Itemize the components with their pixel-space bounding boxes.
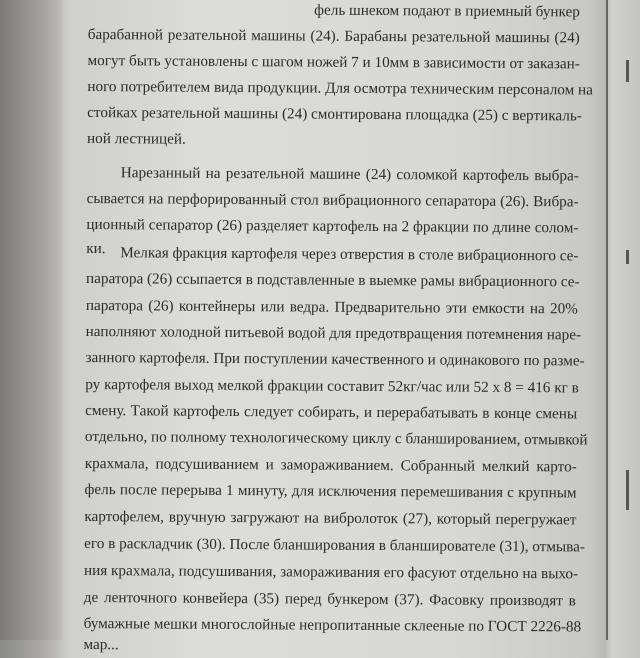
text-line: стойках резательной машины (24) смонтирована площадка (25) с вертикаль-: [87, 103, 582, 125]
margin-mark: [626, 60, 629, 82]
text-line: Мелкая фракция картофеля через отверстия в столе вибрационного се-: [120, 244, 579, 265]
text-line: его в раскладчик (30). После бланширования в бланширователе (31), отмыва-: [84, 534, 586, 556]
text-line: ного потребителем вида продукции. Для осмотра техническим персоналом на: [87, 77, 593, 99]
text-line: фель после перерыва 1 минуту, для исключения перемешивания с крупным: [84, 480, 577, 502]
document-page: [83, 0, 593, 654]
text-line: бумажные мешки многослойные непропитанные склееные по ГОСТ 2226-88: [83, 614, 582, 636]
text-line: паратора (26) ссыпается в подставленные в выемке рамы вибрационного се-: [85, 269, 580, 291]
text-line: ки.: [86, 239, 106, 258]
text-line: паратора (26) контейнеры или ведра. Предварительно эти емкости на 20%: [85, 296, 578, 318]
text-line: фель шнеком подают в приемный бункер: [314, 1, 580, 21]
text-line: ционный сепаратор (26) разделяет картофель на 2 фракции по длине солом-: [86, 215, 579, 237]
text-line: мар...: [83, 635, 119, 654]
text-line: отдельно, по полному технологическому циклу с бланшированием, отмывкой: [84, 427, 588, 449]
text-line: ру картофеля выход мелкой фракции составит 52кг/час или 52 х 8 = 416 кг в: [85, 375, 579, 397]
margin-mark: [626, 470, 629, 510]
text-line: смену. Такой картофель следует собирать, и перерабатывать в конце смены: [85, 401, 578, 423]
text-line: ния крахмала, подсушивания, замораживания его фасуют отдельно на выхо-: [83, 561, 579, 583]
text-line: де ленточного конвейера (35) перед бункером (37). Фасовку производят в: [83, 588, 576, 610]
text-line: барабанной резательной машины (24). Барабаны резательной машины (24): [87, 25, 580, 47]
text-line: наполняют холодной питьевой водой для предотвращения потемнения наре-: [85, 322, 582, 344]
text-line: Нарезанный на резательной машине (24) соломкой картофель выбра-: [120, 164, 579, 185]
margin-mark: [626, 250, 629, 264]
text-line: занного картофеля. При поступлении качественного и одинакового по разме-: [85, 348, 585, 370]
text-line: сывается на перфорированный стол вибрационного сепаратора (26). Вибра-: [86, 189, 579, 211]
text-line: крахмала, подсушиванием и замораживанием. Собранный мелкий карто-: [84, 454, 577, 476]
underlying-sheet-edge: [606, 0, 608, 640]
text-line: могут быть установлены с шагом ножей 7 и 10мм в зависимости от заказан-: [87, 51, 580, 73]
page-left-edge-shadow: [0, 0, 62, 640]
text-line: ной лестницей.: [86, 129, 186, 148]
text-line: картофелем, вручную загружают на вибролоток (27), который перегружает: [84, 507, 577, 529]
